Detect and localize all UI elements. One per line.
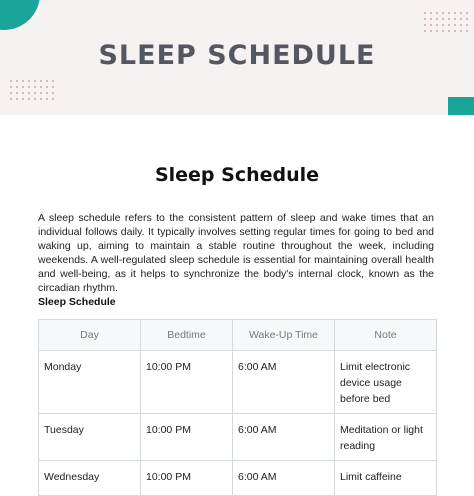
section-label: Sleep Schedule (38, 296, 116, 308)
cell-day: Tuesday (39, 414, 141, 461)
table-header-row (39, 320, 437, 351)
column-header-bedtime: Bedtime (141, 320, 233, 351)
decorative-circle-icon (0, 0, 40, 30)
document-title: Sleep Schedule (154, 164, 320, 186)
decorative-accent-block (448, 97, 474, 115)
cell-bedtime: 10:00 PM (141, 414, 233, 461)
table-row (39, 461, 437, 496)
banner-title: SLEEP SCHEDULE (98, 40, 376, 71)
cell-bedtime: 10:00 PM (141, 461, 233, 496)
cell-wake-up-time: 6:00 AM (233, 461, 335, 496)
table-row (39, 351, 437, 414)
cell-note: Limit electronic device usage before bed (335, 351, 437, 414)
header-banner (0, 0, 474, 115)
cell-wake-up-time: 6:00 AM (233, 414, 335, 461)
dot-pattern-left (10, 80, 54, 100)
sleep-schedule-table (38, 319, 437, 496)
table-row (39, 414, 437, 461)
cell-note: Meditation or light reading (335, 414, 437, 461)
cell-wake-up-time: 6:00 AM (233, 351, 335, 414)
cell-note: Limit caffeine (335, 461, 437, 496)
cell-day: Wednesday (39, 461, 141, 496)
intro-paragraph: A sleep schedule refers to the consistent pattern of sleep and wake times that an individual follows daily. It typically involves setting regular times for going to bed and waking up, aiming to maintain a stable routine throughout the week, including weekends. A well-regulated sleep schedule is essential for maintaining overall health and well-being, as it helps to synchronize the body's internal clock, known as the circadian rhythm. (38, 212, 434, 294)
dot-pattern-top-right (424, 12, 468, 32)
cell-bedtime: 10:00 PM (141, 351, 233, 414)
column-header-day: Day (39, 320, 141, 351)
column-header-wake-up-time: Wake-Up Time (233, 320, 335, 351)
cell-day: Monday (39, 351, 141, 414)
column-header-note: Note (335, 320, 437, 351)
